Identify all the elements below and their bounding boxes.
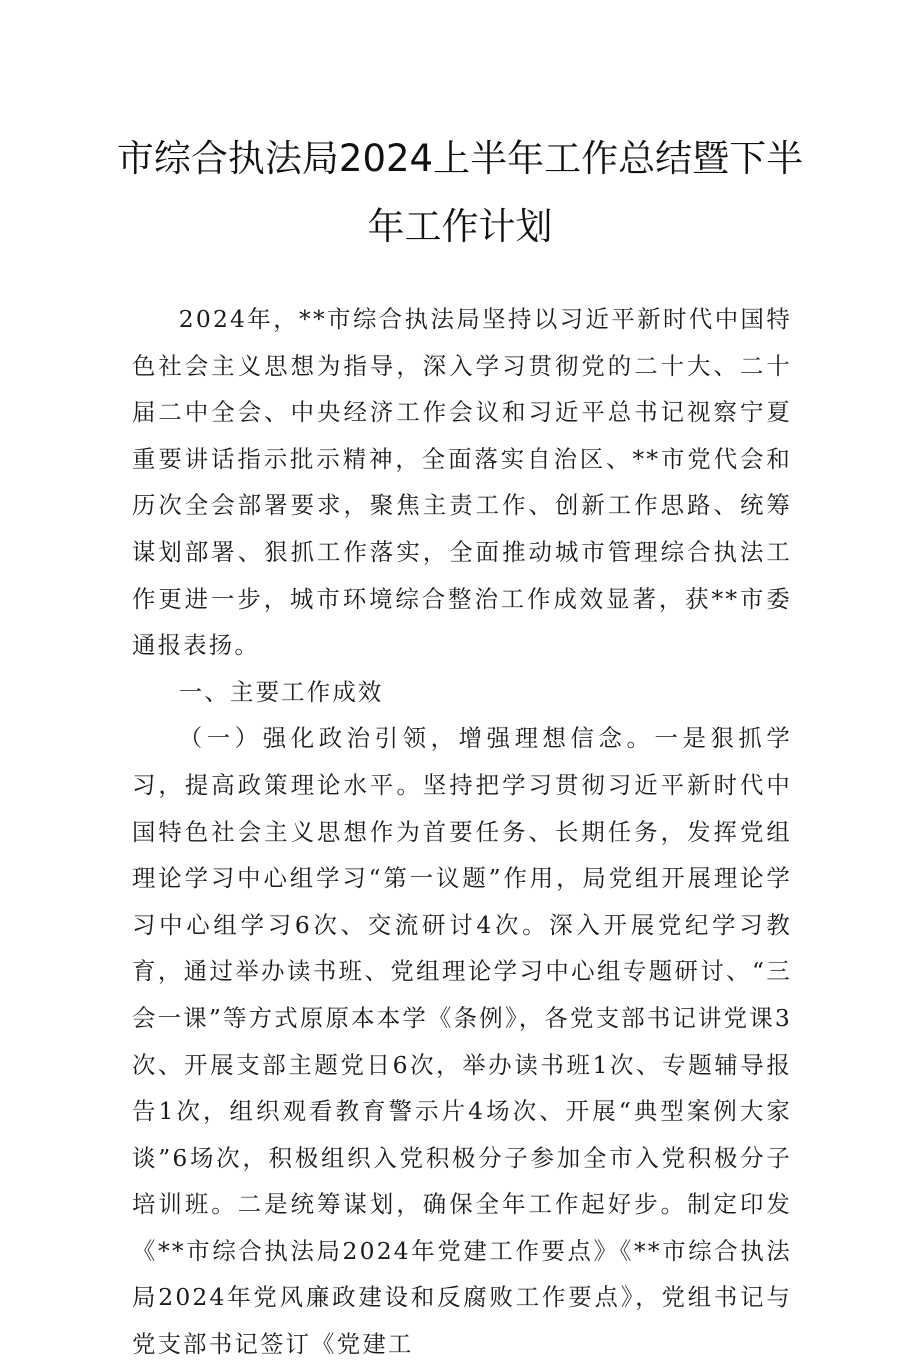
document-title-line2: 年工作计划 xyxy=(367,205,553,248)
document-title-line1: 市综合执法局2024上半年工作总结暨下半 xyxy=(116,137,804,180)
section-paragraph: （一）强化政治引领，增强理想信念。一是狠抓学习，提高政策理论水平。坚持把学习贯彻习近平新时代中国特色社会主义思想作为首要任务、长期任务，发挥党组理论学习中心组学习“第一议题”作用，局党组开展理论学习中心组学习6次、交流研讨4次。深入开展党纪学习教育，通过举办读书班、党组理论学习中心组专题研讨、“三会一课”等方式原原本本学《条例》，各党支部书记讲党课3次、开展支部主题党日6次，举办读书班1次、专题辅导报告1次，组织观看教育警示片4场次、开展“典型案例大家谈”6场次，积极组织入党积极分子参加全市入党积极分子培训班。二是统筹谋划，确保全年工作起好步。制定印发《**市综合执法局2024年党建工作要点》《**市综合执法局2024年党风廉政建设和反腐败工作要点》，党组书记与党支部书记签订《党建工 xyxy=(132,724,792,1359)
document-body xyxy=(132,296,792,1368)
intro-paragraph: 2024年，**市综合执法局坚持以习近平新时代中国特色社会主义思想为指导，深入学习贯彻党的二十大、二十届二中全会、中央经济工作会议和习近平总书记视察宁夏重要讲话指示批示精神，全面落实自治区、**市党代会和历次全会部署要求，聚焦主责工作、创新工作思路、统筹谋划部署、狠抓工作落实，全面推动城市管理综合执法工作更进一步，城市环境综合整治工作成效显著，获**市委通报表扬。 xyxy=(132,305,792,660)
section-heading: 一、主要工作成效 xyxy=(178,677,384,706)
